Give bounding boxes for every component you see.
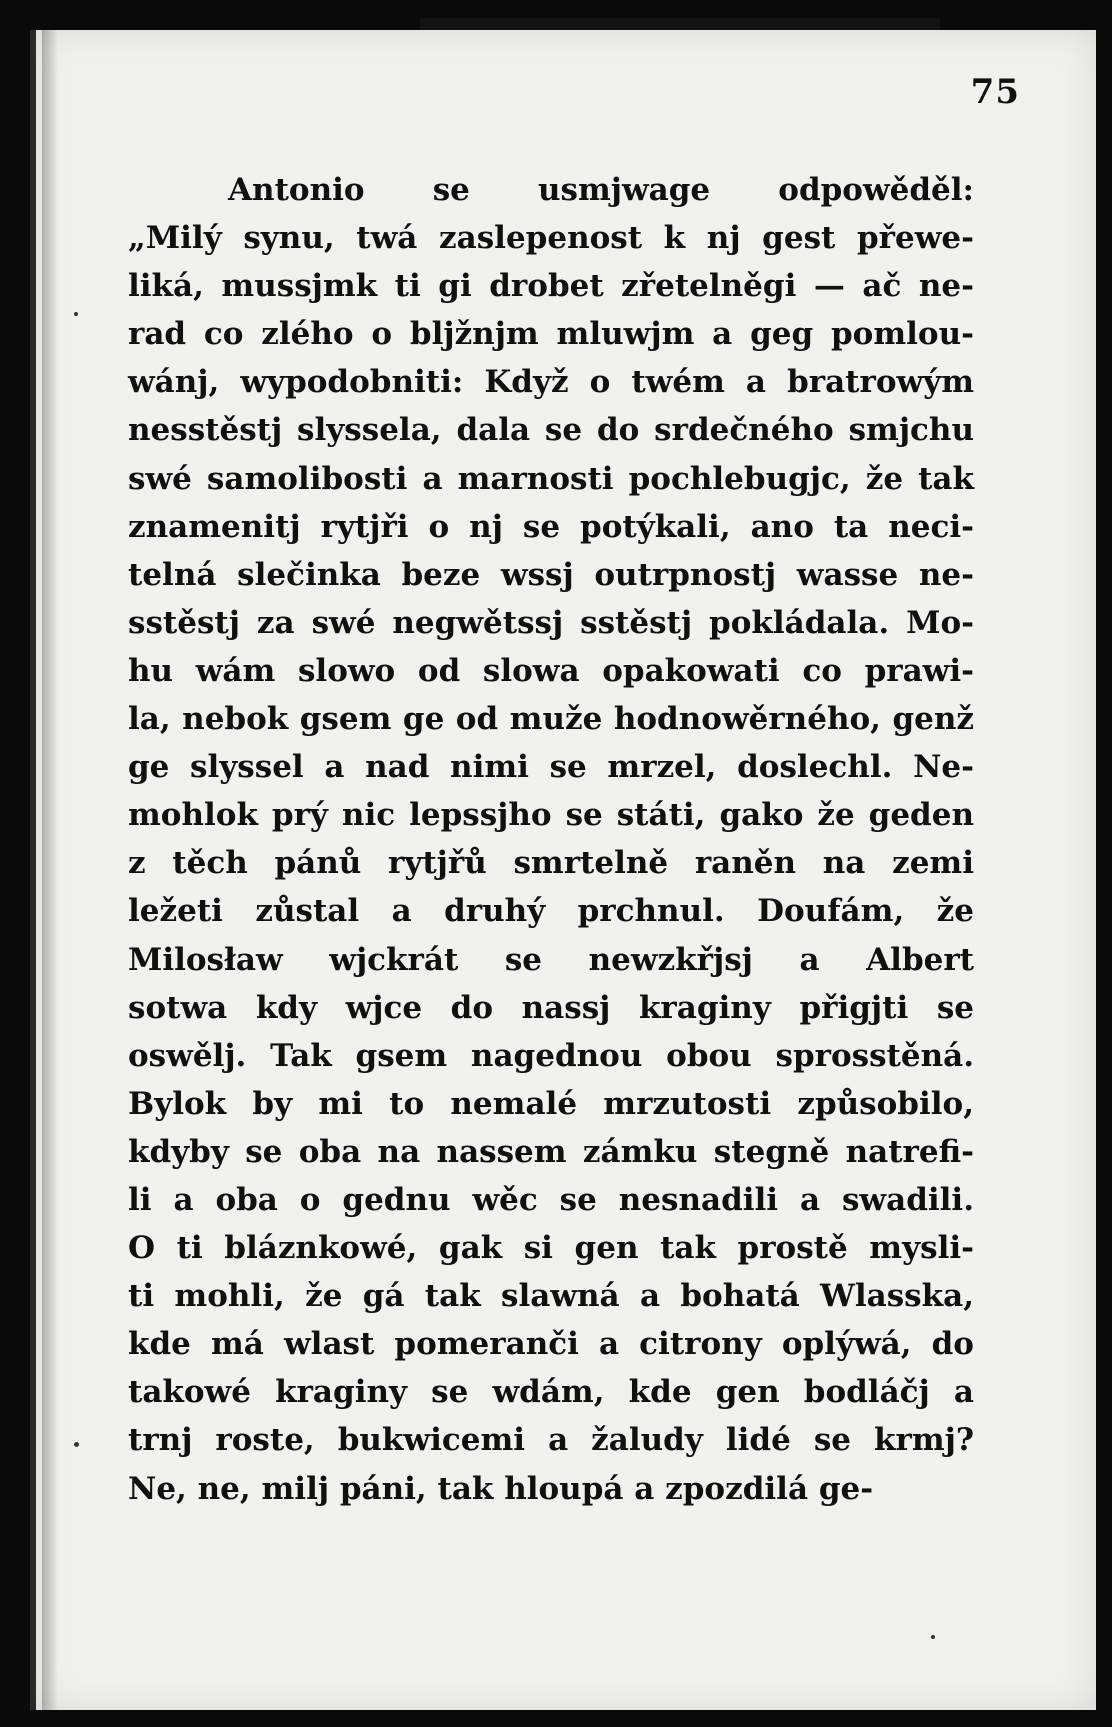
- text-line: Ne, ne, milj páni, tak hloupá a zpozdilá ge-: [128, 1470, 874, 1507]
- text-line: ti mohli, že gá tak slawná a bohatá Wlasska,: [128, 1278, 974, 1315]
- text-line: oswělj. Tak gsem nagednou obou sprosstěná.: [128, 1037, 974, 1074]
- text-line: mohlok prý nic lepssjho se státi, gako že geden: [128, 797, 974, 834]
- text-line: znamenitj rytjři o nj se potýkali, ano ta neci-: [128, 508, 974, 545]
- text-line: ge slyssel a nad nimi se mrzel, doslechl. Ne-: [128, 749, 974, 786]
- paper-speck: [74, 312, 78, 316]
- text-line: liká, mussjmk ti gi drobet zřetelněgi — ač ne-: [128, 268, 974, 305]
- text-line: nesstěstj slyssela, dala se do srdečného smjchu: [128, 412, 974, 449]
- text-line: z těch pánů rytjřů smrtelně raněn na zemi: [128, 845, 974, 882]
- text-line: sotwa kdy wjce do nassj kraginy přigjti se: [128, 989, 974, 1026]
- text-line: takowé kraginy se wdám, kde gen bodláčj a: [128, 1374, 974, 1411]
- text-line: li a oba o gednu wěc se nesnadili a swadili.: [128, 1181, 974, 1218]
- gutter-shadow: [42, 30, 58, 1710]
- body-text: [128, 166, 974, 1513]
- text-line: wánj, wypodobniti: Když o twém a bratrowým: [128, 364, 974, 401]
- page-number: 75: [970, 72, 1020, 112]
- text-line: telná slečinka beze wssj outrpnostj wasse ne-: [128, 556, 974, 593]
- text-line: O ti bláznkowé, gak si gen tak prostě mysli-: [128, 1230, 974, 1267]
- text-line: kde má wlast pomeranči a citrony oplýwá, do: [128, 1326, 974, 1363]
- text-line: ležeti zůstal a druhý prchnul. Doufám, že: [128, 893, 974, 930]
- text-line: trnj roste, bukwicemi a žaludy lidé se krmj?: [128, 1422, 974, 1459]
- text-line: kdyby se oba na nassem zámku stegně natrefi-: [128, 1133, 974, 1170]
- text-line: Antonio se usmjwage odpowěděl:: [228, 172, 974, 208]
- text-line: „Milý synu, twá zaslepenost k nj gest přewe-: [128, 220, 974, 257]
- text-line: hu wám slowo od slowa opakowati co prawi-: [128, 652, 974, 689]
- text-line: swé samolibosti a marnosti pochlebugjc, že tak: [128, 460, 974, 497]
- text-line: Milosław wjckrát se newzkřjsj a Albert: [128, 941, 974, 978]
- paper-speck: [74, 1442, 79, 1447]
- text-line: rad co zlého o bljžnjm mluwjm a geg pomlou-: [128, 316, 974, 353]
- text-line: sstěstj za swé negwětssj sstěstj pokládala. Mo-: [128, 604, 974, 641]
- paper-speck: [931, 1635, 935, 1639]
- text-line: la, nebok gsem ge od muže hodnowěrného, genž: [128, 701, 974, 738]
- text-line: Bylok by mi to nemalé mrzutosti způsobilo,: [128, 1085, 974, 1122]
